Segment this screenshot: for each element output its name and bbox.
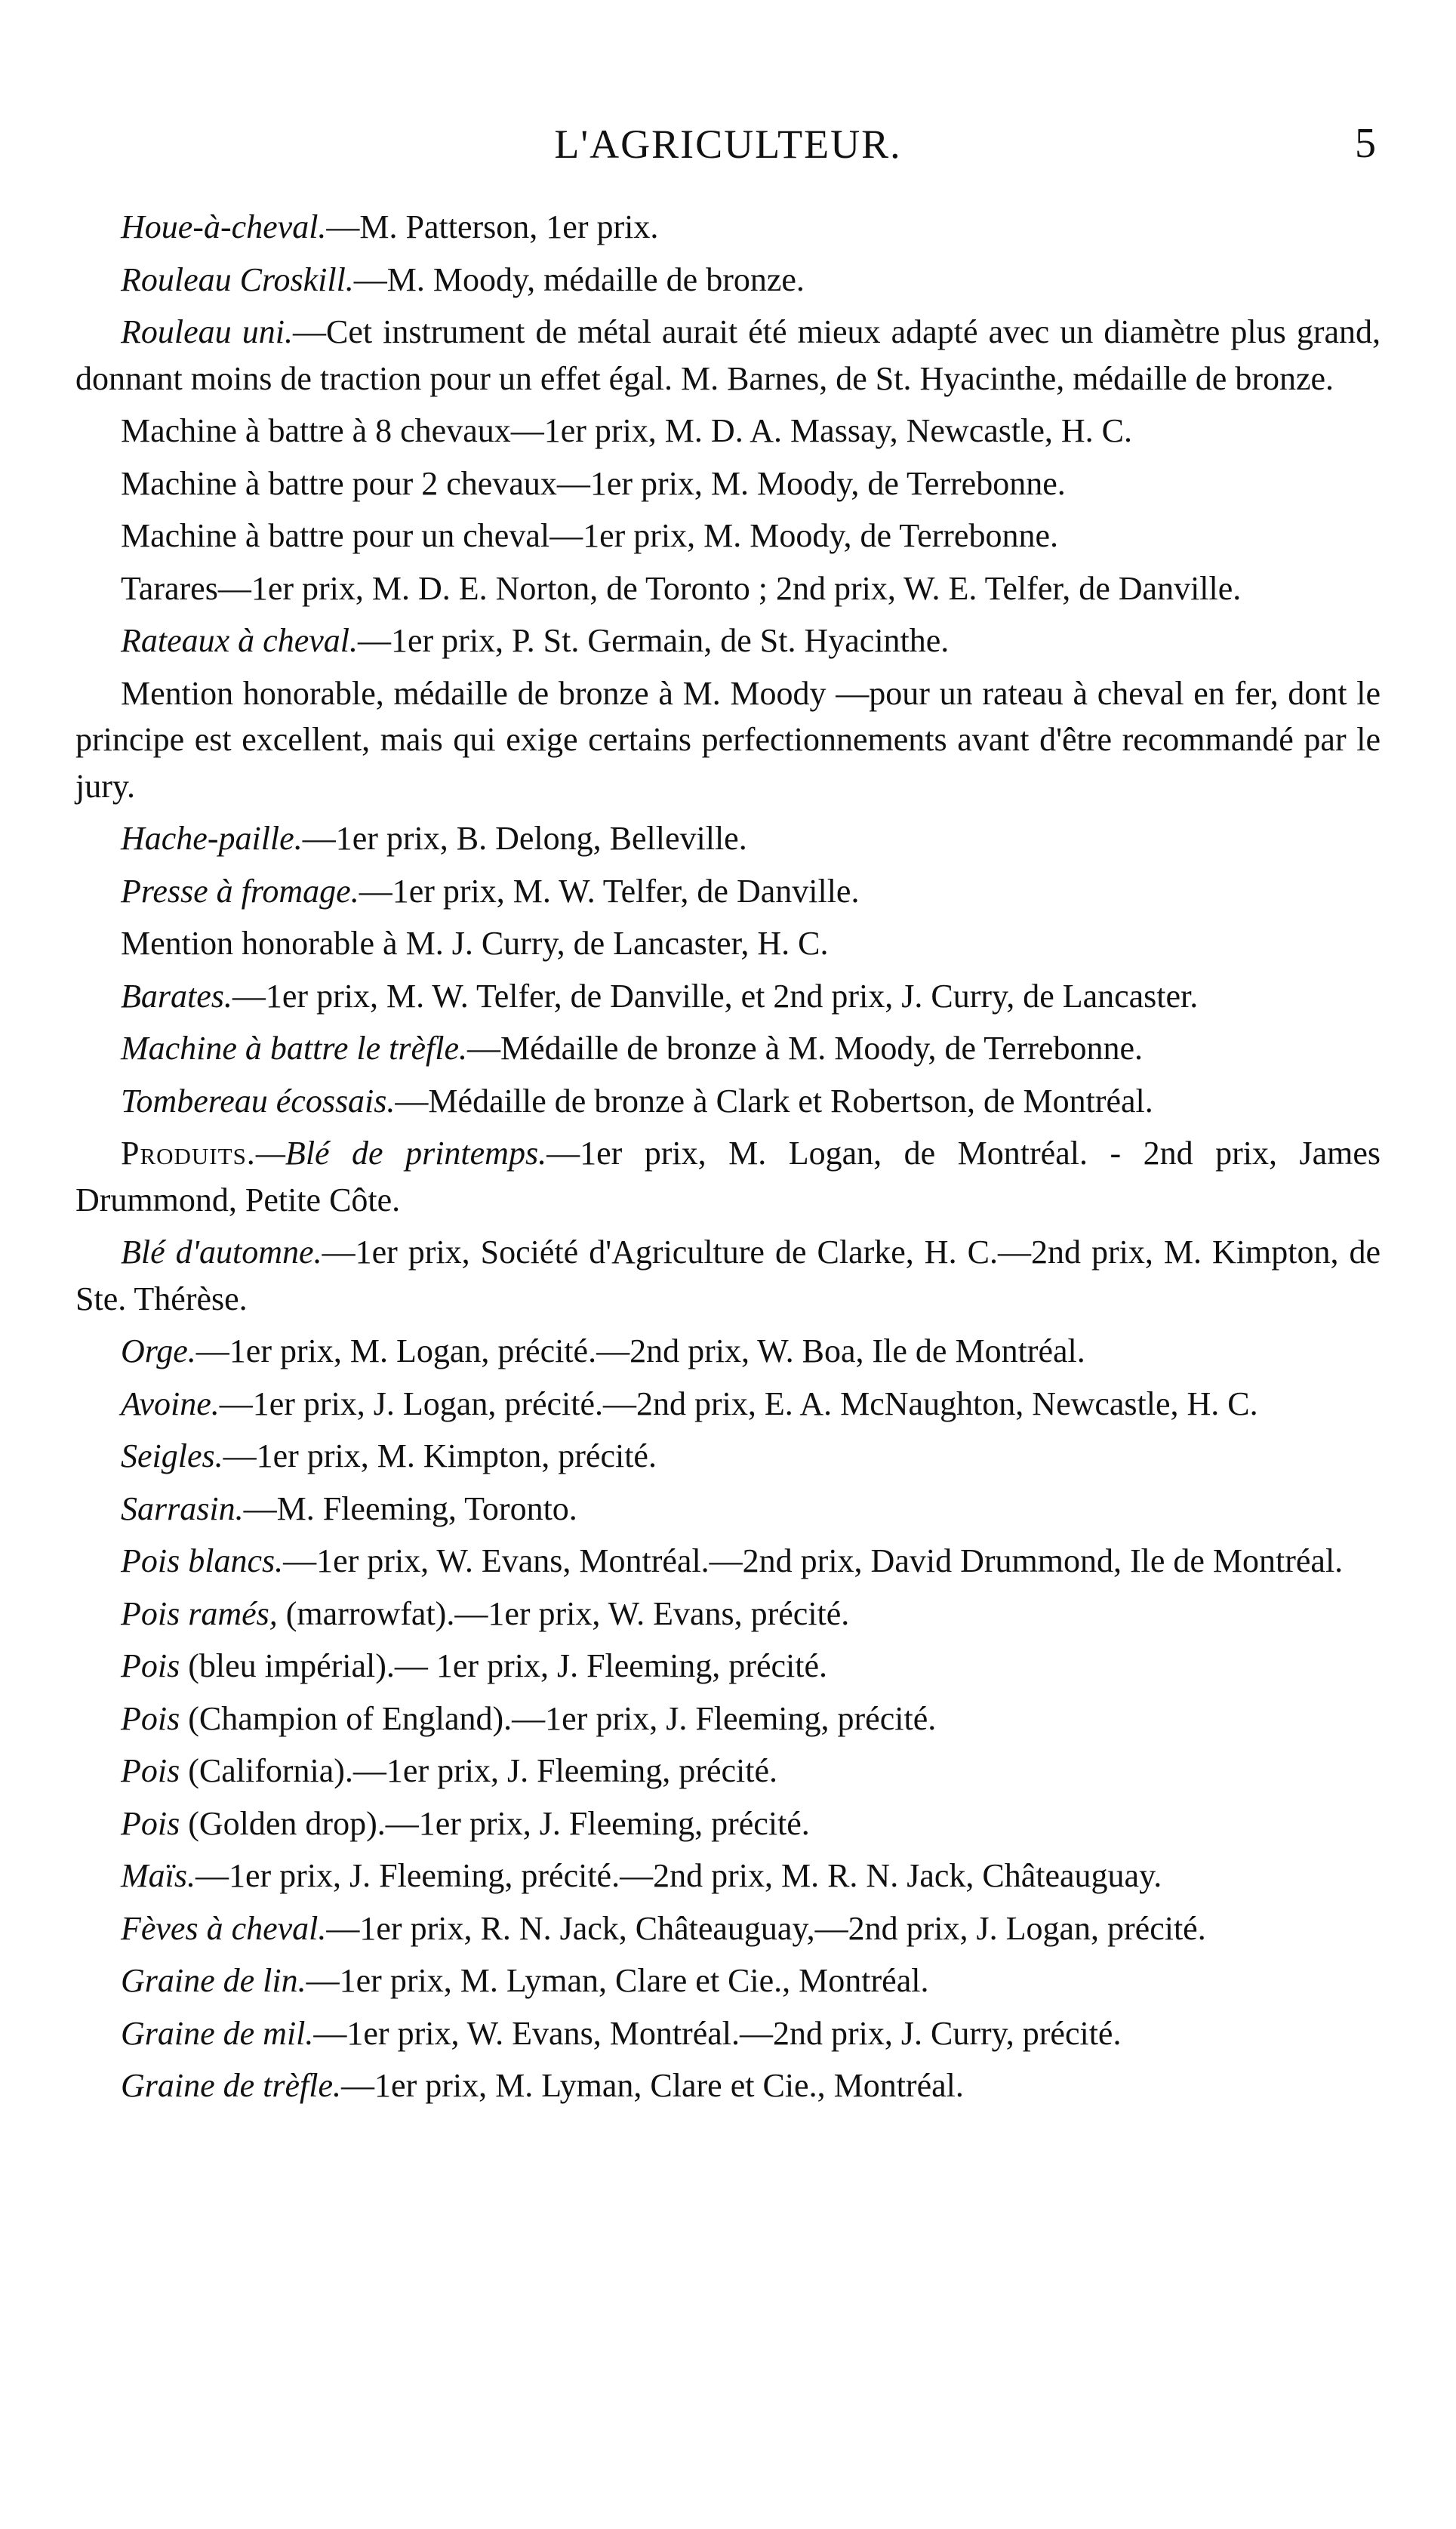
entry-sarrasin [75, 1486, 1381, 1532]
entry-houe-a-cheval [75, 204, 1381, 251]
entry-text: (Golden drop).—1er prix, J. Fleeming, précité. [180, 1804, 810, 1842]
entry-tombereau-ecossais [75, 1078, 1381, 1125]
entry-title: Maïs. [121, 1857, 195, 1894]
entry-rouleau-croskill [75, 257, 1381, 303]
entry-text: —1er prix, P. St. Germain, de St. Hyacinthe. [357, 622, 950, 659]
running-title: L'AGRICULTEUR. [554, 122, 902, 167]
entry-text: —1er prix, M. W. Telfer, de Danville, et 2nd prix, J. Curry, de Lancaster. [232, 977, 1199, 1015]
entry-pois-champion [75, 1696, 1381, 1742]
entry-text: Tarares—1er prix, M. D. E. Norton, de Toronto ; 2nd prix, W. E. Telfer, de Danville. [121, 569, 1242, 607]
entry-title: Graine de trèfle. [121, 2067, 342, 2104]
entry-text: Machine à battre à 8 chevaux—1er prix, M. D. A. Massay, Newcastle, H. C. [121, 412, 1132, 449]
entry-text: —1er prix, J. Logan, précité.—2nd prix, E. A. McNaughton, Newcastle, H. C. [219, 1385, 1258, 1422]
entry-title: Pois [121, 1804, 180, 1842]
entry-text: —Médaille de bronze à Clark et Robertson, de Montréal. [395, 1082, 1153, 1120]
entry-pois-rames [75, 1591, 1381, 1637]
entry-text: (marrowfat).—1er prix, W. Evans, précité. [277, 1594, 850, 1632]
entry-title: Blé d'automne. [121, 1234, 322, 1271]
entry-mention-moody [75, 670, 1381, 810]
entry-title: Orge. [121, 1332, 196, 1369]
entry-title: Presse à fromage. [121, 872, 359, 910]
entry-text: —M. Moody, médaille de bronze. [353, 260, 805, 298]
entry-pois-california [75, 1748, 1381, 1794]
entry-text: Machine à battre pour un cheval—1er prix, M. Moody, de Terrebonne. [121, 517, 1058, 554]
entry-orge [75, 1328, 1381, 1375]
entry-rateaux-a-cheval [75, 618, 1381, 664]
entry-text: —Cet instrument de métal aurait été mieux adapté avec un diamètre plus grand, donnant moins de traction pour un effet égal. M. Barnes, de St. Hyacinthe, médaille de bronze. [75, 313, 1381, 397]
entry-text: —1er prix, Société d'Agriculture de Clarke, H. C.—2nd prix, M. Kimpton, de Ste. Thérèse. [75, 1234, 1381, 1317]
entry-tarares [75, 565, 1381, 612]
entry-list [75, 204, 1381, 2109]
entry-text: —1er prix, M. Logan, de Montréal. - 2nd prix, James Drummond, Petite Côte. [75, 1135, 1381, 1218]
section-heading-produits: Produits. [121, 1135, 256, 1172]
entry-title: Houe-à-cheval. [121, 208, 327, 245]
entry-title: Machine à battre le trèfle. [121, 1030, 468, 1067]
entry-title: Tombereau écossais. [121, 1082, 396, 1120]
entry-text: —1er prix, B. Delong, Belleville. [302, 820, 747, 857]
entry-text: (Champion of England).—1er prix, J. Fleeming, précité. [180, 1699, 937, 1737]
entry-pois-golden-drop [75, 1800, 1381, 1847]
entry-text: —1er prix, M. Lyman, Clare et Cie., Montréal. [306, 1962, 929, 1999]
entry-graine-de-mil [75, 2010, 1381, 2057]
entry-rouleau-uni [75, 309, 1381, 402]
entry-machine-2-chevaux [75, 461, 1381, 507]
entry-mais [75, 1853, 1381, 1899]
entry-title: Fèves à cheval. [121, 1909, 327, 1947]
entry-graine-de-lin [75, 1958, 1381, 2004]
entry-text: —1er prix, W. Evans, Montréal.—2nd prix, David Drummond, Ile de Montréal. [283, 1542, 1344, 1579]
entry-ble-automne [75, 1229, 1381, 1322]
entry-title: Pois [121, 1699, 180, 1737]
entry-mention-curry [75, 920, 1381, 967]
entry-text: Machine à battre pour 2 chevaux—1er prix, M. Moody, de Terrebonne. [121, 464, 1066, 502]
entry-title: Seigles. [121, 1437, 223, 1474]
entry-text: —1er prix, M. Logan, précité.—2nd prix, W. Boa, Ile de Montréal. [195, 1332, 1085, 1369]
entry-text: Mention honorable à M. J. Curry, de Lancaster, H. C. [121, 925, 829, 962]
entry-text: —1er prix, M. Lyman, Clare et Cie., Montréal. [341, 2067, 964, 2104]
entry-title: Avoine. [121, 1385, 220, 1422]
entry-produits-ble-printemps [75, 1130, 1381, 1223]
entry-title: Graine de mil. [121, 2014, 314, 2052]
entry-title: Sarrasin. [121, 1489, 244, 1527]
entry-presse-a-fromage [75, 868, 1381, 915]
entry-title: Rouleau Croskill. [121, 260, 354, 298]
entry-machine-8-chevaux [75, 408, 1381, 454]
entry-text: Mention honorable, médaille de bronze à M. Moody —pour un rateau à cheval en fer, dont le principe est excellent, mais qui exige certains perfectionnements avant d'être recommandé par le jury. [75, 674, 1381, 805]
entry-text: (bleu impérial).— 1er prix, J. Fleeming, précité. [180, 1647, 827, 1684]
entry-avoine [75, 1381, 1381, 1428]
entry-title: Hache-paille. [121, 820, 303, 857]
entry-text: —M. Fleeming, Toronto. [243, 1489, 577, 1527]
entry-text: —1er prix, J. Fleeming, précité.—2nd prix, M. R. N. Jack, Châteauguay. [195, 1857, 1162, 1894]
entry-title: Barates. [121, 977, 232, 1015]
entry-title: Graine de lin. [121, 1962, 306, 1999]
entry-machine-1-cheval [75, 513, 1381, 559]
entry-hache-paille [75, 815, 1381, 862]
entry-feves-a-cheval [75, 1905, 1381, 1952]
entry-graine-de-trefle [75, 2062, 1381, 2109]
entry-machine-trefle [75, 1025, 1381, 1072]
entry-title: Pois [121, 1647, 180, 1684]
entry-barates [75, 973, 1381, 1020]
entry-text: —1er prix, M. Kimpton, précité. [223, 1437, 657, 1474]
entry-title: Pois blancs. [121, 1542, 284, 1579]
entry-title: Rouleau uni. [121, 313, 293, 350]
entry-title: Rateaux à cheval. [121, 622, 358, 659]
page-number: 5 [1355, 120, 1376, 167]
entry-title: —Blé de printemps. [255, 1135, 547, 1172]
entry-title: Pois [121, 1752, 180, 1789]
entry-text: —1er prix, W. Evans, Montréal.—2nd prix, J. Curry, précité. [313, 2014, 1122, 2052]
entry-text: —1er prix, R. N. Jack, Châteauguay,—2nd prix, J. Logan, précité. [326, 1909, 1206, 1947]
entry-pois-blancs [75, 1538, 1381, 1585]
entry-title: Pois ramés, [121, 1594, 278, 1632]
entry-text: (California).—1er prix, J. Fleeming, précité. [180, 1752, 777, 1789]
entry-text: —Médaille de bronze à M. Moody, de Terrebonne. [467, 1030, 1143, 1067]
page-header [75, 113, 1381, 181]
entry-pois-bleu-imperial [75, 1643, 1381, 1690]
entry-text: —1er prix, M. W. Telfer, de Danville. [359, 872, 860, 910]
entry-seigles [75, 1433, 1381, 1480]
entry-text: —M. Patterson, 1er prix. [326, 208, 659, 245]
